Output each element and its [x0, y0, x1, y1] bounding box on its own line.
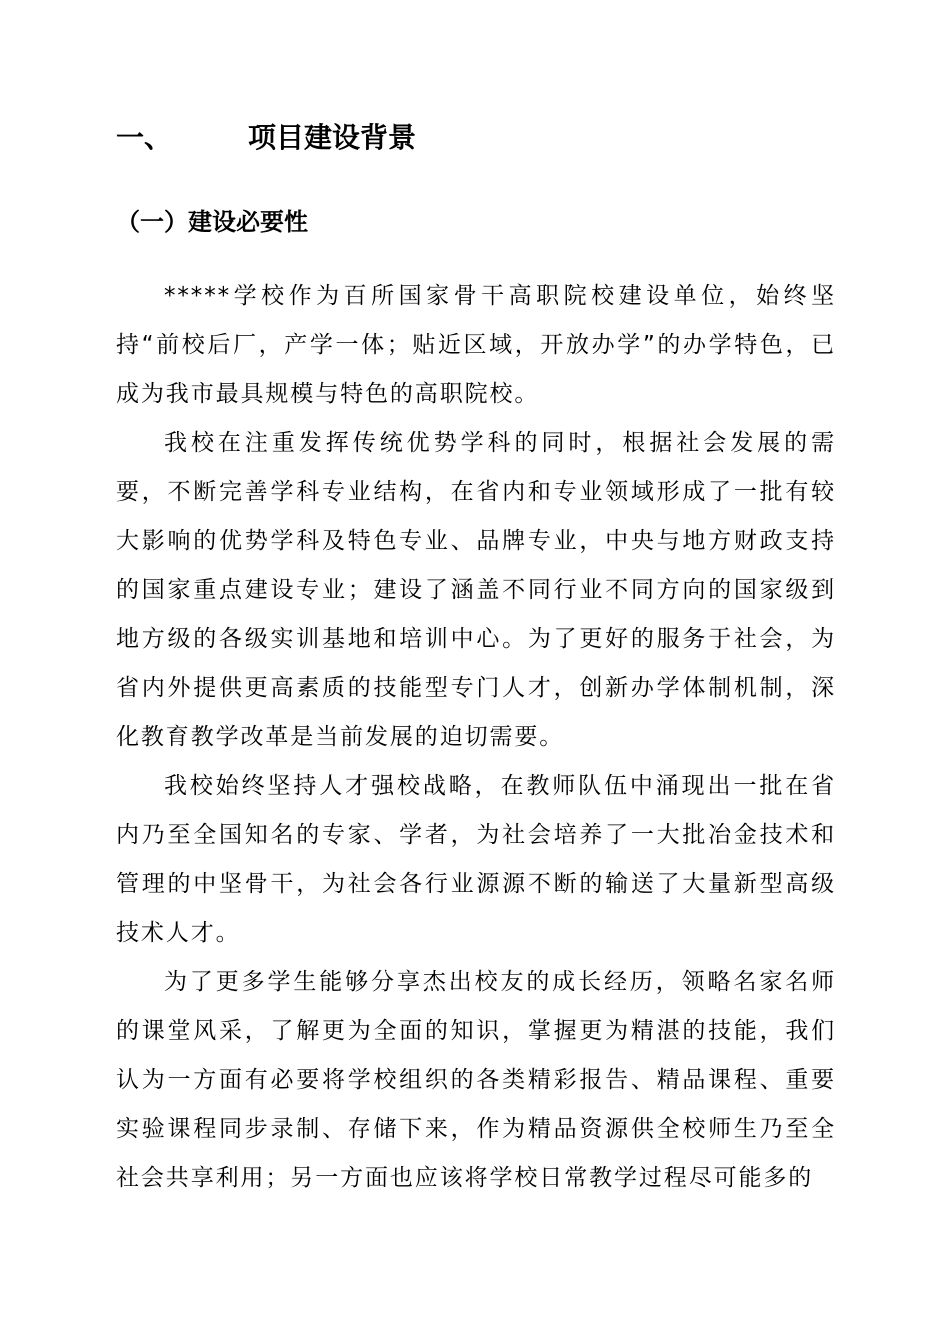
- paragraph: *****学校作为百所国家骨干高职院校建设单位，始终坚持“前校后厂，产学一体；贴近区域，开放办学”的办学特色，已成为我市最具规模与特色的高职院校。: [116, 283, 836, 407]
- paragraph: 为了更多学生能够分享杰出校友的成长经历，领略名家名师的课堂风采，了解更为全面的知识，掌握更为精湛的技能，我们认为一方面有必要将学校组织的各类精彩报告、精品课程、重要实验课程同步录制、存储下来，作为精品资源供全校师生乃至全社会共享利用；另一方面也应该将学校日常教学过程尽可能多的: [116, 969, 836, 1191]
- paragraph: 我校始终坚持人才强校战略，在教师队伍中涌现出一批在省内乃至全国知名的专家、学者，为社会培养了一大批冶金技术和管理的中坚骨干，为社会各行业源源不断的输送了大量新型高级技术人才。: [116, 773, 836, 946]
- section-heading: [116, 116, 416, 160]
- section-title: 项目建设背景: [248, 121, 417, 154]
- body-text: [116, 272, 836, 1203]
- section-number: 一、: [116, 121, 173, 154]
- subsection-heading: （一）建设必要性: [116, 208, 308, 236]
- paragraph: 我校在注重发挥传统优势学科的同时，根据社会发展的需要，不断完善学科专业结构，在省内和专业领域形成了一批有较大影响的优势学科及特色专业、品牌专业，中央与地方财政支持的国家重点建设专业；建设了涵盖不同行业不同方向的国家级到地方级的各级实训基地和培训中心。为了更好的服务于社会，为省内外提供更高素质的技能型专门人才，创新办学体制机制，深化教育教学改革是当前发展的迫切需要。: [116, 430, 836, 750]
